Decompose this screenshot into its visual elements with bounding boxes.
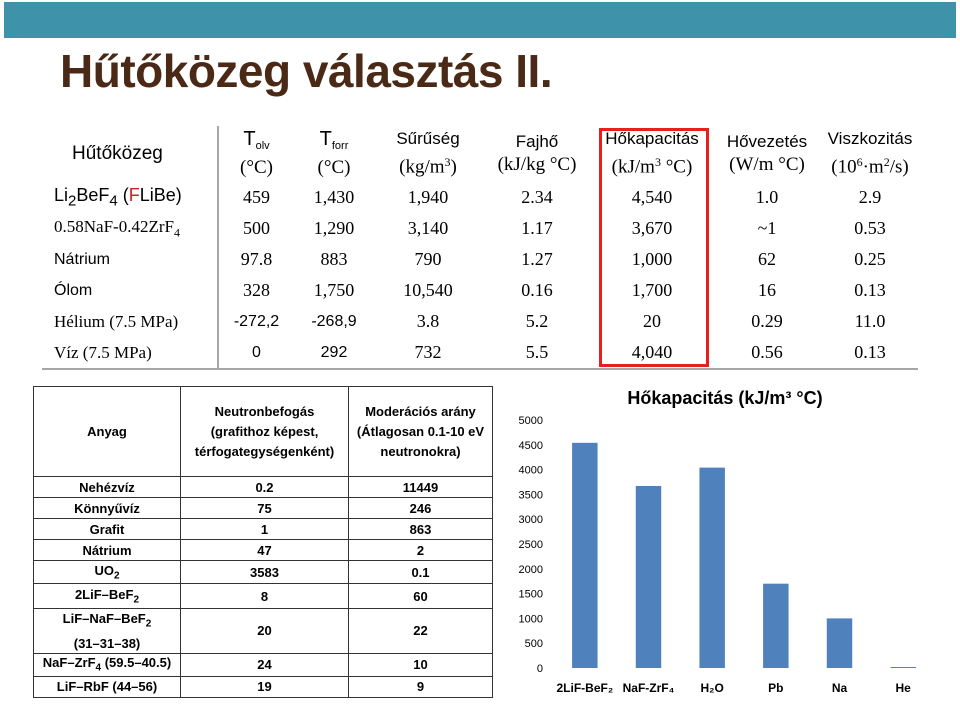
cell: 1,000 [631, 249, 673, 269]
cell: -272,2 [233, 312, 280, 330]
cell: 732 [374, 337, 482, 369]
cell: 1,290 [313, 218, 355, 238]
cell: 1,940 [407, 187, 449, 207]
cell: $UO_2$ [34, 561, 181, 584]
header-conductivity: Hővezetés (W/m °C) [726, 132, 808, 175]
row-name-nafzrf: 0.58NaF-0.42ZrF$_4$ [42, 213, 218, 244]
bar [763, 584, 788, 668]
y-tick-label: 1500 [518, 588, 543, 601]
heat-capacity-chart [505, 382, 945, 700]
bar [636, 486, 661, 668]
y-tick-label: 3000 [518, 514, 543, 527]
cell: 2.9 [858, 187, 882, 207]
cell: 2.34 [521, 187, 553, 207]
cell: Nehézvíz [34, 477, 181, 498]
cell: 500 [243, 218, 270, 238]
cell: 292 [294, 337, 374, 369]
table-row [34, 561, 493, 584]
table-row [34, 653, 493, 676]
slide-title: Hűtőközeg választás II. [60, 45, 553, 97]
x-category-label: He [895, 681, 911, 695]
cell: ~1 [757, 218, 777, 238]
cell: 1 [181, 519, 349, 540]
table-row [42, 306, 918, 337]
cell: 9 [349, 676, 493, 697]
cell: 1.17 [521, 218, 553, 238]
cell: 16 [758, 280, 776, 300]
cell: 790 [414, 249, 442, 269]
row-name-flibe: $Li_2BeF_4$ (FLiBe) [42, 182, 218, 213]
table-row [34, 519, 493, 540]
table-row [42, 337, 918, 369]
cell: 883 [320, 249, 348, 269]
header-moderation: Moderációs arány (Átlagosan 0.1-10 eV neutronokra) [349, 387, 493, 477]
cell: 11.0 [854, 311, 886, 331]
table-row [34, 477, 493, 498]
cell: 0.56 [712, 337, 822, 369]
x-category-label: NaF-ZrF₄ [622, 681, 675, 695]
cell: 5.2 [525, 311, 549, 331]
cell: 97.8 [240, 249, 273, 269]
cell: 328 [243, 280, 270, 300]
bar [572, 443, 597, 668]
cell: 10,540 [403, 280, 453, 300]
y-tick-label: 3500 [518, 489, 543, 502]
cell: 0.53 [854, 218, 886, 238]
table-row [42, 213, 918, 244]
cell: 19 [181, 676, 349, 697]
cell: -268,9 [311, 312, 357, 330]
cell: 75 [181, 498, 349, 519]
header-coolant: Hűtőközeg [42, 126, 218, 182]
cell: 459 [243, 187, 270, 207]
y-tick-label: 500 [524, 638, 543, 651]
cell: 47 [181, 540, 349, 561]
table-row [34, 676, 493, 697]
x-category-label: 2LiF-BeF₂ [556, 681, 614, 695]
table-row [42, 275, 918, 306]
cell: Nátrium [34, 540, 181, 561]
cell: 246 [349, 498, 493, 519]
bar [699, 468, 724, 668]
bar [890, 667, 915, 668]
cell: 0.2 [181, 477, 349, 498]
cell: 3,140 [407, 218, 449, 238]
y-tick-label: 2500 [518, 539, 543, 551]
y-tick-label: 5000 [518, 415, 543, 427]
table-row [34, 609, 493, 654]
cell: 24 [181, 653, 349, 676]
cell: 1.0 [755, 187, 779, 207]
cell: 5.5 [482, 337, 592, 369]
bar [827, 618, 852, 668]
cell: 4,540 [631, 187, 673, 207]
row-name-viz: Víz (7.5 MPa) [42, 337, 218, 369]
cell: 0.25 [854, 249, 886, 269]
cell: 1,430 [313, 187, 355, 207]
row-name-olom: Ólom [42, 275, 218, 306]
table-row [34, 584, 493, 609]
cell: 4,040 [592, 337, 712, 369]
header-viscosity: Viszkozitás $(10^6\cdot m^2/s)$ [827, 129, 913, 178]
header-density: Sűrűség $(kg/m^3)$ [396, 129, 460, 178]
cell: 22 [349, 609, 493, 654]
cell: 863 [349, 519, 493, 540]
header-material: Anyag [34, 387, 181, 477]
header-melting-point: $T_{olv}$ (°C) [240, 127, 273, 179]
row-name-helium: Hélium (7.5 MPa) [42, 306, 218, 337]
cell: Grafit [34, 519, 181, 540]
table-row [34, 540, 493, 561]
cell: 3,670 [631, 218, 673, 238]
moderation-table [33, 386, 492, 698]
cell: 0.16 [521, 280, 553, 300]
cell: LiF–RbF (44–56) [34, 676, 181, 697]
y-tick-label: 4500 [518, 439, 543, 452]
heat-capacity-highlight-box [599, 128, 709, 367]
chart-svg [505, 382, 945, 700]
x-category-label: H₂O [700, 681, 724, 695]
cell: 0.29 [751, 311, 783, 331]
table-row [42, 182, 918, 213]
cell: 0.13 [822, 337, 918, 369]
cell: 0 [218, 337, 294, 369]
cell: 2 [349, 540, 493, 561]
cell: Könnyűvíz [34, 498, 181, 519]
x-category-label: Na [831, 681, 848, 695]
cell: 20 [181, 609, 349, 654]
cell: 62 [758, 249, 776, 269]
row-name-natrium: Nátrium [42, 244, 218, 275]
cell: 0.13 [854, 280, 886, 300]
header-heat-capacity: Hőkapacitás ($kJ/m^3$ °C) [605, 129, 699, 178]
y-tick-label: 1000 [518, 613, 543, 626]
cell: 11449 [349, 477, 493, 498]
header-boiling-point: $T_{forr}$ (°C) [317, 127, 351, 179]
cell: 3.8 [416, 311, 440, 331]
cell: 1,700 [631, 280, 673, 300]
cell: 20 [643, 311, 661, 331]
table-row [42, 244, 918, 275]
x-category-label: Pb [768, 681, 784, 695]
cell: 0.1 [349, 561, 493, 584]
cell: 10 [349, 653, 493, 676]
cell: 1,750 [313, 280, 355, 300]
cell: LiF–NaF–BeF$_2$ (31–31–38) [34, 609, 181, 654]
table-row [34, 498, 493, 519]
coolant-properties-table [42, 126, 918, 370]
cell: NaF–ZrF$_4$ (59.5–40.5) [34, 653, 181, 676]
cell: 3583 [181, 561, 349, 584]
cell: 2LiF–BeF$_2$ [34, 584, 181, 609]
cell: 1.27 [521, 249, 553, 269]
header-specific-heat: Fajhő (kJ/kg °C) [497, 132, 577, 175]
y-tick-label: 0 [536, 663, 543, 675]
chart-title: Hőkapacitás (kJ/m³ °C) [627, 388, 823, 408]
y-tick-label: 2000 [518, 563, 543, 576]
y-tick-label: 4000 [518, 464, 543, 477]
cell: 60 [349, 584, 493, 609]
cell: 8 [181, 584, 349, 609]
header-absorption: Neutronbefogás (grafithoz képest, térfogategységenként) [181, 387, 349, 477]
top-accent-bar [4, 2, 956, 38]
